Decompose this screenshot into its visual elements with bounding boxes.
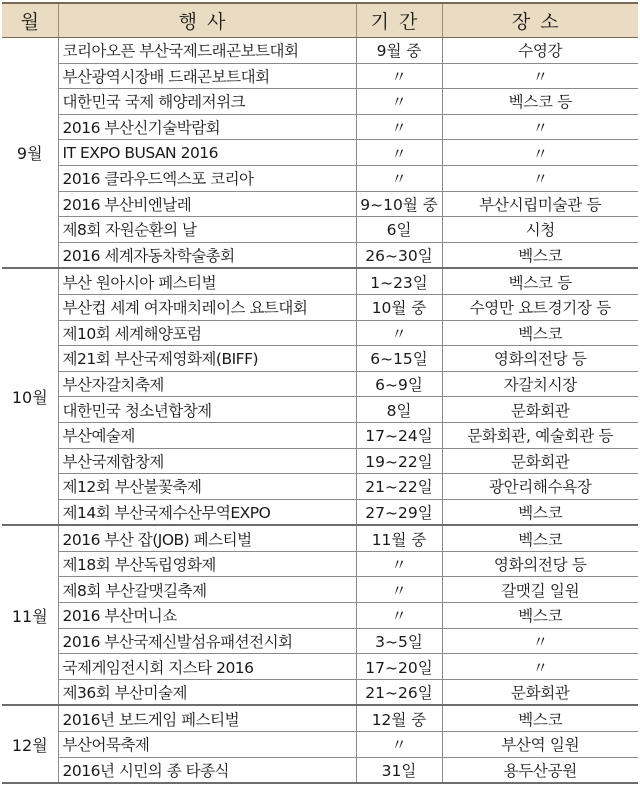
venue-cell: 시청	[442, 217, 638, 243]
table-row	[2, 654, 638, 680]
venue-cell: 벡스코 등	[442, 89, 638, 115]
venue-cell: 문화회관	[442, 679, 638, 705]
table-row	[2, 603, 638, 629]
month-cell: 11월	[2, 525, 58, 705]
period-cell: 〃	[356, 89, 442, 115]
venue-cell: 자갈치시장	[442, 371, 638, 397]
table-row	[2, 371, 638, 397]
event-cell: 부산자갈치축제	[58, 371, 356, 397]
period-cell: 17~24일	[356, 422, 442, 448]
period-cell: 〃	[356, 732, 442, 758]
table-row	[2, 732, 638, 758]
venue-cell: 벡스코 등	[442, 268, 638, 294]
period-cell: 21~22일	[356, 474, 442, 500]
event-cell: 부산국제합창제	[58, 448, 356, 474]
table-row	[2, 397, 638, 423]
period-cell: 〃	[356, 63, 442, 89]
table-row	[2, 679, 638, 705]
event-cell: 제21회 부산국제영화제(BIFF)	[58, 346, 356, 372]
venue-cell: 문화회관	[442, 397, 638, 423]
event-cell: 2016 부산 잡(JOB) 페스티벌	[58, 525, 356, 551]
header-period: 기간	[356, 3, 442, 38]
period-cell: 6~15일	[356, 346, 442, 372]
table-row	[2, 217, 638, 243]
period-cell: 19~22일	[356, 448, 442, 474]
period-cell: 11월 중	[356, 525, 442, 551]
period-cell: 10월 중	[356, 294, 442, 320]
table-row	[2, 448, 638, 474]
venue-cell: 벡스코	[442, 320, 638, 346]
table-row	[2, 705, 638, 731]
event-cell: 2016 부산머니쇼	[58, 603, 356, 629]
event-cell: 2016년 시민의 종 타종식	[58, 757, 356, 783]
venue-cell: 벡스코	[442, 705, 638, 731]
month-cell: 9월	[2, 38, 58, 269]
header-row	[2, 3, 638, 38]
venue-cell: 벡스코	[442, 242, 638, 268]
period-cell: 6~9일	[356, 371, 442, 397]
event-cell: 제36회 부산미술제	[58, 679, 356, 705]
header-venue: 장소	[442, 3, 638, 38]
table-row	[2, 38, 638, 64]
event-schedule-table	[2, 2, 638, 784]
period-cell: 31일	[356, 757, 442, 783]
table-row	[2, 294, 638, 320]
period-cell: 〃	[356, 114, 442, 140]
event-cell: 제12회 부산불꽃축제	[58, 474, 356, 500]
event-cell: IT EXPO BUSAN 2016	[58, 140, 356, 166]
table-row	[2, 268, 638, 294]
period-cell: 9월 중	[356, 38, 442, 64]
venue-cell: 부산시립미술관 등	[442, 191, 638, 217]
event-cell: 제8회 부산갈맷길축제	[58, 577, 356, 603]
table-row	[2, 140, 638, 166]
event-cell: 제10회 세계해양포럼	[58, 320, 356, 346]
venue-cell: 〃	[442, 63, 638, 89]
period-cell: 9~10월 중	[356, 191, 442, 217]
event-cell: 2016년 보드게임 페스티벌	[58, 705, 356, 731]
month-cell: 12월	[2, 705, 58, 783]
venue-cell: 〃	[442, 654, 638, 680]
event-cell: 2016 클라우드엑스포 코리아	[58, 165, 356, 191]
event-cell: 코리아오픈 부산국제드래곤보트대회	[58, 38, 356, 64]
period-cell: 〃	[356, 320, 442, 346]
table-row	[2, 63, 638, 89]
month-cell: 10월	[2, 268, 58, 525]
event-cell: 대한민국 청소년합창제	[58, 397, 356, 423]
venue-cell: 벡스코	[442, 525, 638, 551]
event-cell: 제8회 자원순환의 날	[58, 217, 356, 243]
venue-cell: 영화의전당 등	[442, 551, 638, 577]
venue-cell: 부산역 일원	[442, 732, 638, 758]
table-row	[2, 577, 638, 603]
venue-cell: 수영강	[442, 38, 638, 64]
table-row	[2, 551, 638, 577]
table-row	[2, 422, 638, 448]
table-row	[2, 628, 638, 654]
venue-cell: 〃	[442, 114, 638, 140]
period-cell: 3~5일	[356, 628, 442, 654]
event-cell: 부산광역시장배 드래곤보트대회	[58, 63, 356, 89]
schedule-body	[2, 38, 638, 784]
venue-cell: 영화의전당 등	[442, 346, 638, 372]
period-cell: 1~23일	[356, 268, 442, 294]
table-row	[2, 499, 638, 525]
venue-cell: 벡스코	[442, 499, 638, 525]
event-cell: 제14회 부산국제수산무역EXPO	[58, 499, 356, 525]
period-cell: 〃	[356, 165, 442, 191]
event-cell: 부산 원아시아 페스티벌	[58, 268, 356, 294]
event-cell: 부산어묵축제	[58, 732, 356, 758]
period-cell: 12월 중	[356, 705, 442, 731]
table-row	[2, 525, 638, 551]
event-cell: 2016 부산신기술박람회	[58, 114, 356, 140]
period-cell: 〃	[356, 551, 442, 577]
table-row	[2, 165, 638, 191]
event-cell: 2016 세계자동차학술총회	[58, 242, 356, 268]
header-month: 월	[2, 3, 58, 38]
period-cell: 〃	[356, 577, 442, 603]
period-cell: 〃	[356, 140, 442, 166]
header-event: 행사	[58, 3, 356, 38]
table-row	[2, 474, 638, 500]
venue-cell: 벡스코	[442, 603, 638, 629]
venue-cell: 문화회관, 예술회관 등	[442, 422, 638, 448]
venue-cell: 〃	[442, 165, 638, 191]
table-row	[2, 757, 638, 783]
period-cell: 26~30일	[356, 242, 442, 268]
venue-cell: 갈맷길 일원	[442, 577, 638, 603]
table-row	[2, 191, 638, 217]
venue-cell: 〃	[442, 628, 638, 654]
event-cell: 2016 부산국제신발섬유패션전시회	[58, 628, 356, 654]
venue-cell: 광안리해수욕장	[442, 474, 638, 500]
event-cell: 대한민국 국제 해양레저위크	[58, 89, 356, 115]
event-cell: 부산컵 세계 여자매치레이스 요트대회	[58, 294, 356, 320]
venue-cell: 용두산공원	[442, 757, 638, 783]
table-row	[2, 242, 638, 268]
venue-cell: 〃	[442, 140, 638, 166]
period-cell: 27~29일	[356, 499, 442, 525]
table-row	[2, 320, 638, 346]
table-row	[2, 346, 638, 372]
table-row	[2, 89, 638, 115]
period-cell: 6일	[356, 217, 442, 243]
venue-cell: 문화회관	[442, 448, 638, 474]
period-cell: 17~20일	[356, 654, 442, 680]
event-cell: 2016 부산비엔날레	[58, 191, 356, 217]
period-cell: 〃	[356, 603, 442, 629]
period-cell: 21~26일	[356, 679, 442, 705]
event-cell: 국제게임전시회 지스타 2016	[58, 654, 356, 680]
period-cell: 8일	[356, 397, 442, 423]
venue-cell: 수영만 요트경기장 등	[442, 294, 638, 320]
table-row	[2, 114, 638, 140]
event-cell: 제18회 부산독립영화제	[58, 551, 356, 577]
event-cell: 부산예술제	[58, 422, 356, 448]
